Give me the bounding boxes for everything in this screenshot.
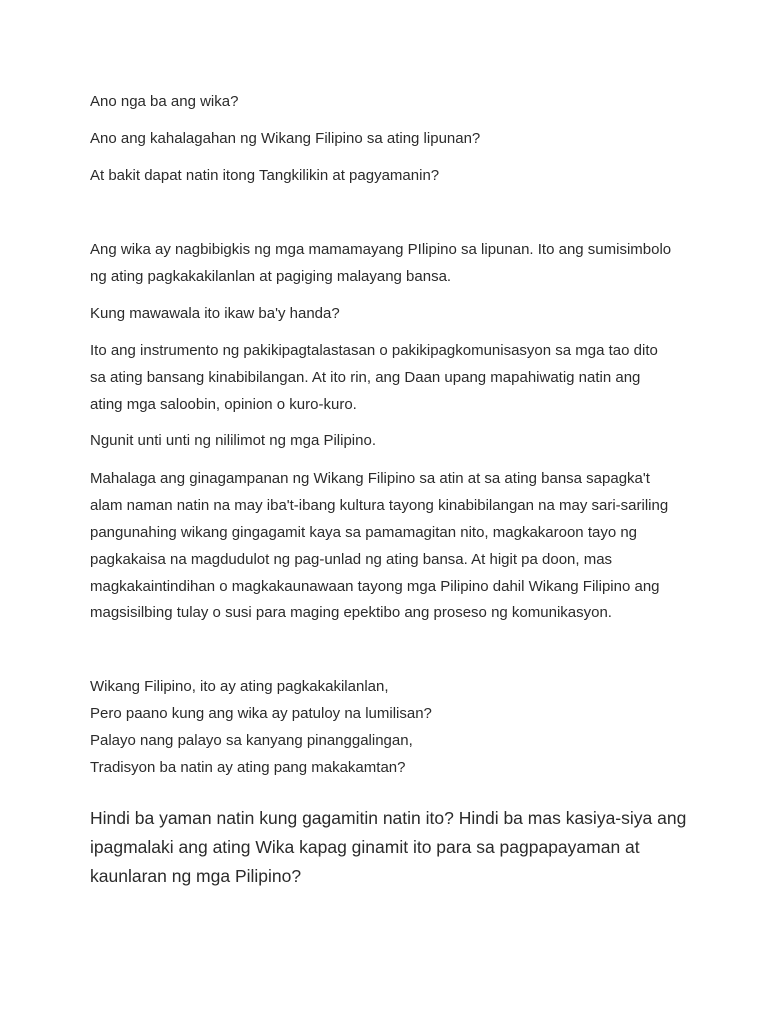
poem-line: Pero paano kung ang wika ay patuloy na lumilisan? [90,705,432,722]
question-line: Ano ang kahalagahan ng Wikang Filipino sa ating lipunan? [90,130,481,147]
closing-line: kaunlaran ng mga Pilipino? [90,866,302,886]
paragraph-line: pangunahing wikang gingagamit kaya sa pamamagitan nito, magkakaroon tayo ng [90,524,638,541]
closing-line: Hindi ba yaman natin kung gagamitin natin ito? Hindi ba mas kasiya-siya ang [90,808,687,828]
paragraph-line: ng ating pagkakakilanlan at pagiging malayang bansa. [90,268,452,285]
statement-line: Ngunit unti unti ng nililimot ng mga Pilipino. [90,432,376,449]
poem-line: Tradisyon ba natin ay ating pang makakamtan? [90,759,406,776]
paragraph-line: magkakaintindihan o magkakaunawaan tayong mga Pilipino dahil Wikang Filipino ang [90,578,660,595]
question-line: Ano nga ba ang wika? [90,93,239,110]
closing-line: ipagmalaki ang ating Wika kapag ginamit ito para sa pagpapayaman at [90,837,640,857]
paragraph-line: Mahalaga ang ginagampanan ng Wikang Filipino sa atin at sa ating bansa sapagka't [90,470,650,487]
paragraph-line: alam naman natin na may iba't-ibang kultura tayong kinabibilangan na may sari-sariling [90,497,669,514]
question-line: At bakit dapat natin itong Tangkilikin at pagyamanin? [90,167,440,184]
paragraph-line: sa ating bansang kinabibilangan. At ito rin, ang Daan upang mapahiwatig natin ang [90,369,641,386]
paragraph-line: Ang wika ay nagbibigkis ng mga mamamayang PIlipino sa lipunan. Ito ang sumisimbolo [90,241,672,258]
statement-line: Kung mawawala ito ikaw ba'y handa? [90,305,340,322]
paragraph-line: pagkakaisa na magdudulot ng pag-unlad ng ating bansa. At higit pa doon, mas [90,551,613,568]
paragraph-line: Ito ang instrumento ng pakikipagtalastasan o pakikipagkomunisasyon sa mga tao dito [90,342,658,359]
poem-line: Palayo nang palayo sa kanyang pinanggalingan, [90,732,413,749]
paragraph-line: ating mga saloobin, opinion o kuro-kuro. [90,396,357,413]
paragraph-line: magsisilbing tulay o susi para maging epektibo ang proseso ng komunikasyon. [90,604,612,621]
poem-line: Wikang Filipino, ito ay ating pagkakakilanlan, [90,678,389,695]
